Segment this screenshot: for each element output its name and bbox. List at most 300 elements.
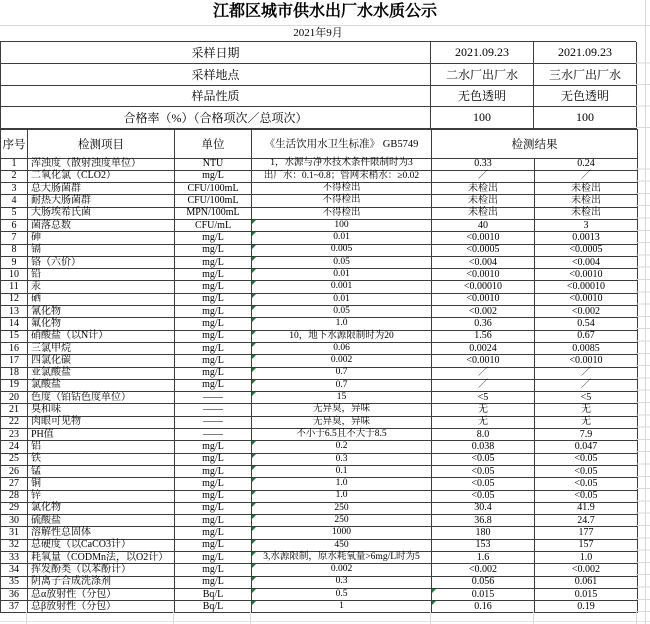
- cell-row-number: 14: [1, 318, 28, 330]
- excel-flag-icon: [252, 601, 256, 605]
- cell-result-plant2: <0.0010: [432, 269, 535, 281]
- cell-result-plant3: <0.002: [535, 564, 638, 576]
- excel-flag-icon: [252, 577, 256, 581]
- results-header-row: [1, 129, 638, 158]
- cell-result-plant2: <0.002: [432, 564, 535, 576]
- sample-info-row: [1, 42, 637, 64]
- cell-result-plant2: <0.0010: [432, 355, 535, 367]
- cell-standard: 0.3: [252, 576, 432, 588]
- cell-standard: 1.0: [252, 490, 432, 502]
- table-row: [1, 170, 638, 182]
- cell-item-name: 铜: [28, 478, 175, 490]
- cell-unit: mg/L: [175, 576, 252, 588]
- page-title: 江都区城市供水出厂水水质公示: [0, 0, 650, 26]
- cell-unit: mg/L: [175, 564, 252, 576]
- excel-flag-icon: [252, 527, 256, 531]
- excel-flag-icon: [252, 392, 256, 396]
- info-value-plant2: 2021.09.23: [431, 42, 534, 64]
- cell-unit: mg/L: [175, 515, 252, 527]
- cell-result-plant3: 24.7: [535, 515, 638, 527]
- cell-item-name: 总大肠菌群: [28, 183, 175, 195]
- cell-unit: mg/L: [175, 281, 252, 293]
- excel-flag-icon: [252, 466, 256, 470]
- table-row: [1, 281, 638, 293]
- cell-standard: 100: [252, 219, 432, 231]
- cell-row-number: 17: [1, 355, 28, 367]
- cell-item-name: 臭和味: [28, 404, 175, 416]
- cell-standard: 0.01: [252, 232, 432, 244]
- cell-item-name: 氟化物: [28, 318, 175, 330]
- cell-unit: mg/L: [175, 256, 252, 268]
- table-row: [1, 404, 638, 416]
- cell-unit: mg/L: [175, 465, 252, 477]
- table-row: [1, 195, 638, 207]
- table-row: [1, 576, 638, 588]
- cell-unit: ——: [175, 392, 252, 404]
- cell-result-plant2: 0.038: [432, 441, 535, 453]
- col-header-no: 序号: [1, 129, 28, 158]
- cell-item-name: 总β放射性（分包）: [28, 601, 175, 613]
- cell-result-plant3: 0.015: [535, 588, 638, 600]
- cell-standard: 0.2: [252, 441, 432, 453]
- cell-result-plant3: 1.0: [535, 552, 638, 564]
- cell-result-plant2: 30.4: [432, 502, 535, 514]
- cell-item-name: 镉: [28, 244, 175, 256]
- cell-row-number: 2: [1, 170, 28, 182]
- cell-item-name: 溶解性总固体: [28, 527, 175, 539]
- cell-unit: mg/L: [175, 490, 252, 502]
- cell-item-name: PH值: [28, 429, 175, 441]
- excel-flag-icon: [252, 281, 256, 285]
- cell-item-name: 挥发酚类（以苯酚计）: [28, 564, 175, 576]
- cell-result-plant3: 3: [535, 219, 638, 231]
- cell-result-plant2: 0.36: [432, 318, 535, 330]
- cell-result-plant3: 0.19: [535, 601, 638, 613]
- col-header-result: 检测结果: [432, 129, 638, 158]
- cell-result-plant3: 未检出: [535, 207, 638, 219]
- table-row: [1, 318, 638, 330]
- cell-standard: 0.005: [252, 244, 432, 256]
- cell-result-plant2: 8.0: [432, 429, 535, 441]
- cell-standard: 0.05: [252, 256, 432, 268]
- cell-result-plant2: <0.00010: [432, 281, 535, 293]
- cell-row-number: 12: [1, 293, 28, 305]
- table-row: [1, 429, 638, 441]
- info-value-plant3: 100: [534, 107, 637, 129]
- cell-unit: Bq/L: [175, 601, 252, 613]
- cell-result-plant2: 153: [432, 539, 535, 551]
- cell-result-plant3: 177: [535, 527, 638, 539]
- info-value-plant3: 无色透明: [534, 85, 637, 107]
- table-row: [1, 539, 638, 551]
- cell-standard: 15: [252, 392, 432, 404]
- info-value-plant3: 2021.09.23: [534, 42, 637, 64]
- cell-result-plant3: <0.0010: [535, 293, 638, 305]
- cell-standard: 0.3: [252, 453, 432, 465]
- cell-result-plant3: <0.05: [535, 465, 638, 477]
- excel-flag-icon: [252, 540, 256, 544]
- cell-result-plant3: 41.9: [535, 502, 638, 514]
- cell-standard: 0.1: [252, 465, 432, 477]
- cell-standard: 10，地下水源限制时为20: [252, 330, 432, 342]
- info-value-plant2: 100: [431, 107, 534, 129]
- cell-standard: 0.06: [252, 342, 432, 354]
- cell-result-plant3: 0.67: [535, 330, 638, 342]
- cell-item-name: 氯酸盐: [28, 379, 175, 391]
- cell-row-number: 23: [1, 429, 28, 441]
- cell-result-plant3: 无: [535, 404, 638, 416]
- excel-flag-icon: [252, 318, 256, 322]
- table-row: [1, 293, 638, 305]
- excel-flag-icon: [252, 454, 256, 458]
- cell-item-name: 三氯甲烷: [28, 342, 175, 354]
- cell-row-number: 19: [1, 379, 28, 391]
- cell-result-plant2: 0.16: [432, 601, 535, 613]
- cell-result-plant3: ／: [535, 367, 638, 379]
- info-label: 采样日期: [1, 42, 431, 64]
- cell-row-number: 27: [1, 478, 28, 490]
- cell-result-plant3: 0.061: [535, 576, 638, 588]
- cell-result-plant2: ／: [432, 379, 535, 391]
- cell-item-name: 色度（铂钴色度单位）: [28, 392, 175, 404]
- info-label: 合格率（%）（合格项次／总项次）: [1, 107, 431, 129]
- excel-flag-icon: [252, 491, 256, 495]
- excel-flag-icon: [252, 306, 256, 310]
- cell-unit: ——: [175, 416, 252, 428]
- cell-result-plant3: ／: [535, 379, 638, 391]
- cell-result-plant2: <0.05: [432, 453, 535, 465]
- cell-standard: 不得检出: [252, 183, 432, 195]
- excel-flag-icon: [432, 589, 436, 593]
- cell-standard: 450: [252, 539, 432, 551]
- cell-row-number: 20: [1, 392, 28, 404]
- cell-result-plant3: 未检出: [535, 183, 638, 195]
- cell-unit: mg/L: [175, 478, 252, 490]
- cell-item-name: 大肠埃希氏菌: [28, 207, 175, 219]
- cell-item-name: 总α放射性（分包）: [28, 588, 175, 600]
- cell-item-name: 砷: [28, 232, 175, 244]
- cell-standard: 不小于6.5且不大于8.5: [252, 429, 432, 441]
- cell-standard: 250: [252, 502, 432, 514]
- table-row: [1, 342, 638, 354]
- excel-flag-icon: [252, 220, 256, 224]
- cell-row-number: 36: [1, 588, 28, 600]
- cell-result-plant3: <0.00010: [535, 281, 638, 293]
- excel-flag-icon: [252, 368, 256, 372]
- cell-item-name: 硒: [28, 293, 175, 305]
- cell-result-plant2: 0.33: [432, 158, 535, 170]
- cell-item-name: 锌: [28, 490, 175, 502]
- cell-row-number: 28: [1, 490, 28, 502]
- results-table: [0, 129, 638, 614]
- cell-result-plant2: 未检出: [432, 183, 535, 195]
- cell-result-plant3: 0.24: [535, 158, 638, 170]
- cell-result-plant2: <0.0005: [432, 244, 535, 256]
- cell-row-number: 21: [1, 404, 28, 416]
- cell-result-plant3: 无: [535, 416, 638, 428]
- cell-unit: mg/L: [175, 342, 252, 354]
- col-header-unit: 单位: [175, 129, 252, 158]
- table-row: [1, 416, 638, 428]
- cell-unit: ——: [175, 429, 252, 441]
- cell-result-plant3: <0.0010: [535, 269, 638, 281]
- cell-result-plant2: 0.0024: [432, 342, 535, 354]
- cell-standard: 无异臭，异味: [252, 404, 432, 416]
- cell-standard: 1: [252, 601, 432, 613]
- table-row: [1, 527, 638, 539]
- cell-result-plant2: 180: [432, 527, 535, 539]
- excel-flag-icon: [252, 441, 256, 445]
- results-table-body: [1, 158, 638, 613]
- cell-row-number: 29: [1, 502, 28, 514]
- cell-row-number: 24: [1, 441, 28, 453]
- table-row: [1, 232, 638, 244]
- cell-result-plant3: ／: [535, 170, 638, 182]
- table-row: [1, 367, 638, 379]
- cell-row-number: 11: [1, 281, 28, 293]
- table-row: [1, 552, 638, 564]
- sample-info-body: [1, 42, 637, 128]
- cell-result-plant2: 36.8: [432, 515, 535, 527]
- cell-result-plant2: ／: [432, 367, 535, 379]
- cell-row-number: 34: [1, 564, 28, 576]
- cell-standard: 250: [252, 515, 432, 527]
- cell-row-number: 25: [1, 453, 28, 465]
- cell-result-plant2: 无: [432, 416, 535, 428]
- cell-unit: Bq/L: [175, 588, 252, 600]
- cell-result-plant2: 未检出: [432, 207, 535, 219]
- table-row: [1, 453, 638, 465]
- cell-item-name: 阴离子合成洗涤剂: [28, 576, 175, 588]
- info-value-plant2: 二水厂出厂水: [431, 64, 534, 86]
- cell-standard: 0.002: [252, 355, 432, 367]
- table-row: [1, 355, 638, 367]
- cell-row-number: 6: [1, 219, 28, 231]
- cell-row-number: 3: [1, 183, 28, 195]
- cell-result-plant2: <0.05: [432, 478, 535, 490]
- cell-result-plant2: 1.6: [432, 552, 535, 564]
- col-header-item: 检测项目: [28, 129, 175, 158]
- cell-result-plant3: <0.002: [535, 306, 638, 318]
- cell-result-plant3: 0.54: [535, 318, 638, 330]
- cell-row-number: 16: [1, 342, 28, 354]
- cell-unit: mg/L: [175, 306, 252, 318]
- cell-row-number: 35: [1, 576, 28, 588]
- cell-standard: 0.01: [252, 293, 432, 305]
- sample-info-table: [0, 42, 637, 129]
- excel-flag-icon: [252, 589, 256, 593]
- cell-row-number: 31: [1, 527, 28, 539]
- cell-unit: mg/L: [175, 502, 252, 514]
- cell-result-plant2: <0.0010: [432, 232, 535, 244]
- excel-flag-icon: [252, 564, 256, 568]
- cell-unit: CFU/mL: [175, 219, 252, 231]
- cell-unit: mg/L: [175, 170, 252, 182]
- cell-result-plant2: <0.004: [432, 256, 535, 268]
- table-row: [1, 269, 638, 281]
- cell-item-name: 总硬度（以CaCO3计）: [28, 539, 175, 551]
- col-header-standard: 《生活饮用水卫生标准》 GB5749: [252, 129, 432, 158]
- cell-standard: 0.7: [252, 367, 432, 379]
- cell-standard: 1，水源与净水技术条件限制时为3: [252, 158, 432, 170]
- cell-row-number: 5: [1, 207, 28, 219]
- cell-standard: 不得检出: [252, 195, 432, 207]
- cell-item-name: 氯化物: [28, 502, 175, 514]
- cell-item-name: 汞: [28, 281, 175, 293]
- excel-flag-icon: [252, 515, 256, 519]
- cell-row-number: 22: [1, 416, 28, 428]
- cell-result-plant2: 40: [432, 219, 535, 231]
- info-value-plant2: 无色透明: [431, 85, 534, 107]
- cell-unit: mg/L: [175, 441, 252, 453]
- cell-row-number: 13: [1, 306, 28, 318]
- cell-result-plant3: 7.9: [535, 429, 638, 441]
- excel-flag-icon: [252, 245, 256, 249]
- cell-unit: mg/L: [175, 539, 252, 551]
- cell-item-name: 氰化物: [28, 306, 175, 318]
- cell-item-name: 耐热大肠菌群: [28, 195, 175, 207]
- table-row: [1, 502, 638, 514]
- table-row: [1, 478, 638, 490]
- table-row: [1, 219, 638, 231]
- excel-flag-icon: [252, 294, 256, 298]
- cell-result-plant3: <0.05: [535, 453, 638, 465]
- cell-unit: NTU: [175, 158, 252, 170]
- grid-continuation-bottom: [0, 612, 650, 624]
- excel-flag-icon: [252, 257, 256, 261]
- cell-unit: ——: [175, 404, 252, 416]
- table-row: [1, 183, 638, 195]
- cell-result-plant2: <0.002: [432, 306, 535, 318]
- table-row: [1, 207, 638, 219]
- table-row: [1, 465, 638, 477]
- cell-result-plant3: 0.047: [535, 441, 638, 453]
- cell-result-plant3: 未检出: [535, 195, 638, 207]
- cell-result-plant3: <0.05: [535, 490, 638, 502]
- cell-row-number: 32: [1, 539, 28, 551]
- info-value-plant3: 三水厂出厂水: [534, 64, 637, 86]
- table-row: [1, 158, 638, 170]
- cell-unit: CFU/100mL: [175, 195, 252, 207]
- cell-row-number: 26: [1, 465, 28, 477]
- table-row: [1, 244, 638, 256]
- cell-row-number: 33: [1, 552, 28, 564]
- cell-standard: 1.0: [252, 478, 432, 490]
- cell-result-plant3: 157: [535, 539, 638, 551]
- table-row: [1, 490, 638, 502]
- cell-result-plant2: <0.0010: [432, 293, 535, 305]
- cell-result-plant2: ／: [432, 170, 535, 182]
- cell-unit: mg/L: [175, 293, 252, 305]
- table-row: [1, 588, 638, 600]
- table-row: [1, 256, 638, 268]
- cell-result-plant2: <0.05: [432, 465, 535, 477]
- cell-item-name: 铬（六价）: [28, 256, 175, 268]
- cell-standard: 1000: [252, 527, 432, 539]
- cell-row-number: 18: [1, 367, 28, 379]
- cell-standard: 0.7: [252, 379, 432, 391]
- cell-result-plant3: <5: [535, 392, 638, 404]
- cell-row-number: 30: [1, 515, 28, 527]
- cell-row-number: 9: [1, 256, 28, 268]
- cell-result-plant2: 0.056: [432, 576, 535, 588]
- cell-item-name: 硫酸盐: [28, 515, 175, 527]
- excel-flag-icon: [252, 355, 256, 359]
- table-row: [1, 306, 638, 318]
- table-row: [1, 441, 638, 453]
- table-row: [1, 515, 638, 527]
- cell-row-number: 15: [1, 330, 28, 342]
- cell-item-name: 肉眼可见物: [28, 416, 175, 428]
- excel-flag-icon: [252, 380, 256, 384]
- cell-item-name: 铁: [28, 453, 175, 465]
- info-label: 样品性质: [1, 85, 431, 107]
- excel-flag-icon: [252, 232, 256, 236]
- cell-unit: mg/L: [175, 232, 252, 244]
- cell-result-plant2: <0.05: [432, 490, 535, 502]
- sample-info-row: [1, 64, 637, 86]
- cell-standard: 1.0: [252, 318, 432, 330]
- cell-unit: mg/L: [175, 527, 252, 539]
- cell-item-name: 菌落总数: [28, 219, 175, 231]
- cell-item-name: 浑浊度（散射浊度单位）: [28, 158, 175, 170]
- cell-standard: 0.5: [252, 588, 432, 600]
- cell-unit: mg/L: [175, 552, 252, 564]
- cell-result-plant2: <5: [432, 392, 535, 404]
- table-row: [1, 392, 638, 404]
- cell-result-plant2: 1.56: [432, 330, 535, 342]
- report-period: 2021年9月: [0, 26, 636, 42]
- cell-unit: mg/L: [175, 318, 252, 330]
- excel-flag-icon: [432, 601, 436, 605]
- excel-flag-icon: [252, 478, 256, 482]
- grid-continuation-right: [636, 0, 650, 624]
- table-row: [1, 330, 638, 342]
- cell-item-name: 锰: [28, 465, 175, 477]
- cell-unit: CFU/100mL: [175, 183, 252, 195]
- cell-standard: 无异臭，异味: [252, 416, 432, 428]
- cell-standard: 0.002: [252, 564, 432, 576]
- excel-flag-icon: [252, 331, 256, 335]
- cell-item-name: 耗氧量（CODMn法，以O2计）: [28, 552, 175, 564]
- cell-row-number: 10: [1, 269, 28, 281]
- cell-unit: mg/L: [175, 367, 252, 379]
- cell-item-name: 铝: [28, 441, 175, 453]
- excel-flag-icon: [252, 552, 256, 556]
- cell-row-number: 7: [1, 232, 28, 244]
- cell-result-plant3: 0.0085: [535, 342, 638, 354]
- cell-standard: 0.05: [252, 306, 432, 318]
- cell-result-plant3: <0.0005: [535, 244, 638, 256]
- cell-standard: 出厂水：0.1~0.8；管网末梢水：≥0.02: [252, 170, 432, 182]
- table-row: [1, 379, 638, 391]
- cell-row-number: 8: [1, 244, 28, 256]
- cell-result-plant2: 无: [432, 404, 535, 416]
- cell-standard: 不得检出: [252, 207, 432, 219]
- cell-item-name: 硝酸盐（以N计）: [28, 330, 175, 342]
- excel-flag-icon: [252, 343, 256, 347]
- cell-unit: mg/L: [175, 453, 252, 465]
- cell-unit: mg/L: [175, 355, 252, 367]
- cell-standard: 3,水源限制，原水耗氧量>6mg/L时为5: [252, 552, 432, 564]
- cell-row-number: 37: [1, 601, 28, 613]
- cell-item-name: 铅: [28, 269, 175, 281]
- excel-flag-icon: [252, 269, 256, 273]
- cell-result-plant3: <0.004: [535, 256, 638, 268]
- cell-unit: mg/L: [175, 269, 252, 281]
- cell-row-number: 4: [1, 195, 28, 207]
- sample-info-row: [1, 85, 637, 107]
